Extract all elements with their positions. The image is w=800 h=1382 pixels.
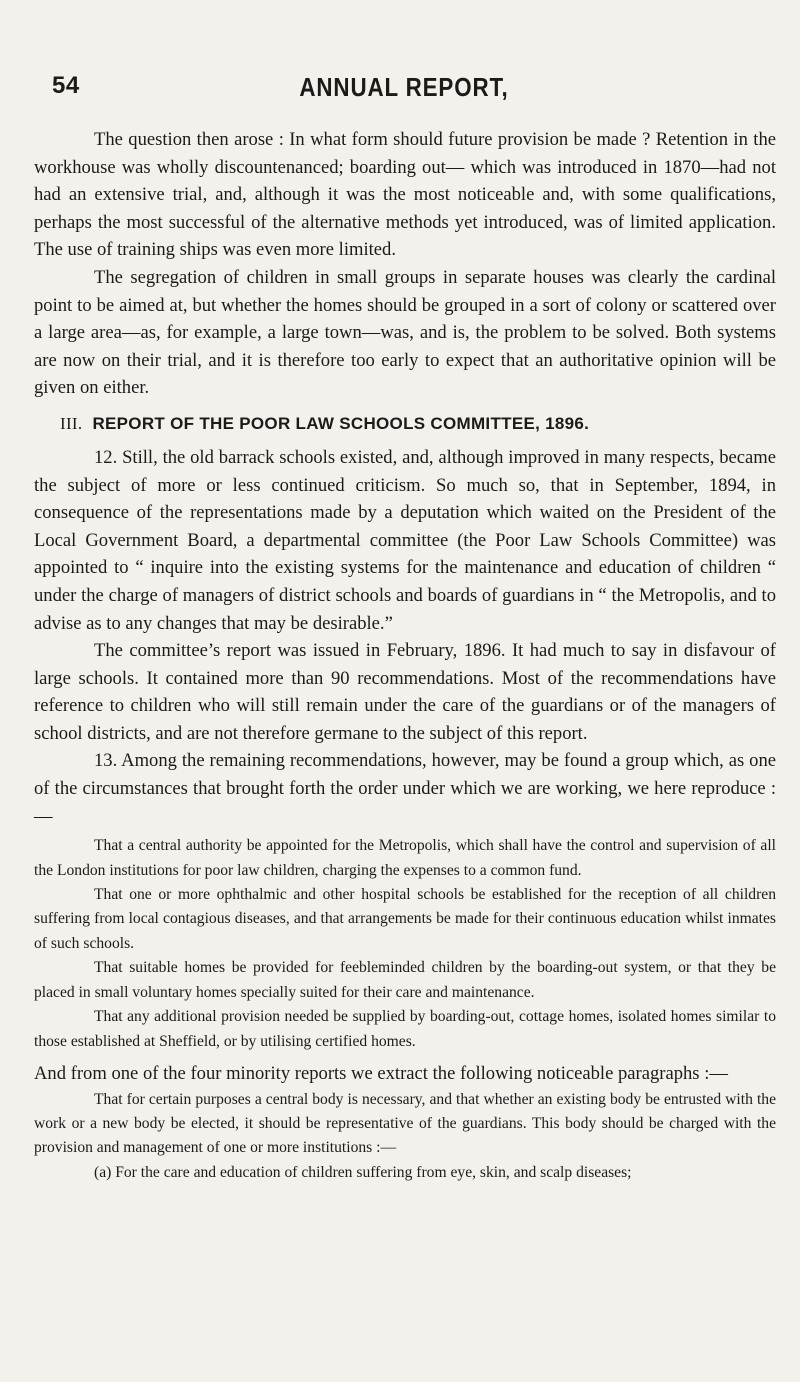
paragraph: 12. Still, the old barrack schools existed, and, although improved in many respects, became the subject of more or less continued criticism. So much so, that in September, 1894, in consequence of the representations made by a deputation which waited on the President of the Local Government Board, a departmental committee (the Poor Law Schools Committee) was appointed to “ inquire into the existing systems for the maintenance and education of children “ under the charge of managers of district schools and boards of guardians in “ the Metropolis, and to advise as to any changes that may be desirable.” <box>34 446 776 634</box>
paragraph: The question then arose : In what form should future provision be made ? Retention in the workhouse was wholly discountenanced; boarding out— which was introduced in 1870—had not had an extensive trial, and, although it was the most noticeable and, with some qualifications, perhaps the most successful of the alternative methods yet introduced, was of limited application. The use of training ships was even more limited. <box>34 129 776 261</box>
minority-quote <box>34 1088 776 1161</box>
minority-intro-block <box>34 1060 776 1088</box>
recommendation: That one or more ophthalmic and other hospital schools be established for the reception of all children suffering from local contagious diseases, and that arrangements be made for their continuous education whilst inmates of such schools. <box>34 886 776 952</box>
section-body <box>34 444 776 830</box>
recommendation: That any additional provision needed be supplied by boarding-out, cottage homes, isolated homes similar to those established at Sheffield, or by utilising certified homes. <box>34 1008 776 1050</box>
section-number: III. <box>60 413 83 433</box>
page-header-title: ANNUAL REPORT, <box>299 72 509 102</box>
body-text <box>34 126 776 1185</box>
paragraph: 13. Among the remaining recommendations, however, may be found a group which, as one of the circumstances that brought forth the order under which we are working, we here reproduce :— <box>34 750 776 827</box>
item-a: (a) For the care and education of children suffering from eye, skin, and scalp diseases; <box>94 1163 632 1181</box>
minority-paragraph: That for certain purposes a central body is necessary, and that whether an existing body be entrusted with the work or a new body be elected, it should be representative of the guardians. This body should be charged with the provision and management of one or more institutions :— <box>34 1090 776 1157</box>
recommendation: That suitable homes be provided for feebleminded children by the boarding-out system, or that they be placed in small voluntary homes specially suited for their care and maintenance. <box>34 959 776 1001</box>
paragraph: The committee’s report was issued in February, 1896. It had much to say in disfavour of large schools. It contained more than 90 recommendations. Most of the recommendations have reference to children who will still remain under the care of the guardians or of the managers of school districts, and are not therefore germane to the subject of this report. <box>34 640 776 744</box>
running-head <box>34 72 774 104</box>
recommendation: That a central authority be appointed for the Metropolis, which shall have the control and supervision of all the London institutions for poor law children, charging the expenses to a common fund. <box>34 837 776 879</box>
minority-intro: And from one of the four minority reports we extract the following noticeable paragraphs :— <box>34 1062 728 1084</box>
page-number: 54 <box>52 72 80 99</box>
section-title: REPORT OF THE POOR LAW SCHOOLS COMMITTEE, 1896. <box>92 413 590 433</box>
recommendations-quote <box>34 834 776 1054</box>
section-heading <box>60 414 776 434</box>
minority-item <box>34 1161 776 1185</box>
paragraph: The segregation of children in small groups in separate houses was clearly the cardinal point to be aimed at, but whether the homes should be grouped in a sort of colony or scattered over a large area—as, for example, a large town—was, and is, the problem to be solved. Both systems are now on their trial, and it is therefore too early to expect that an authoritative opinion will be given on either. <box>34 266 776 399</box>
intro-section <box>34 126 776 402</box>
